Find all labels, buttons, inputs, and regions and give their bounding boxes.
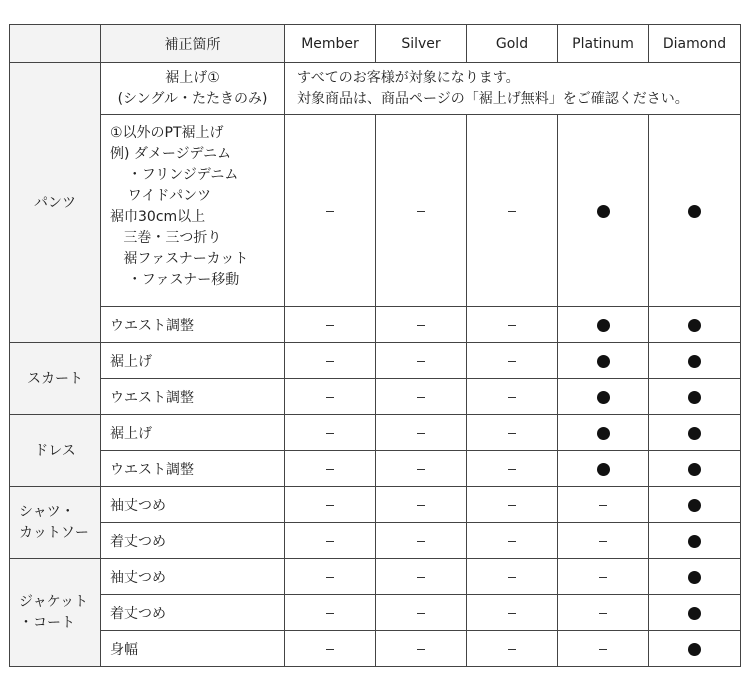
dash-icon [599, 541, 607, 542]
category-shirt-line1: シャツ・ [19, 503, 75, 520]
item-jacket-sleeve: 袖丈つめ [101, 559, 285, 595]
category-shirt [10, 487, 101, 559]
mark-cell [467, 343, 558, 379]
category-dress: ドレス [10, 415, 101, 487]
dash-icon [326, 469, 334, 470]
dash-icon [508, 505, 516, 506]
dash-icon [508, 649, 516, 650]
category-jacket [10, 559, 101, 667]
dash-icon [417, 469, 425, 470]
pt-line: 三巻・三つ折り [110, 230, 222, 246]
mark-cell [285, 487, 376, 523]
filled-circle-icon [688, 205, 701, 218]
mark-cell [376, 595, 467, 631]
header-blank [10, 25, 101, 63]
mark-cell [285, 379, 376, 415]
dash-icon [508, 541, 516, 542]
mark-cell [649, 379, 741, 415]
item-hem1 [101, 63, 285, 115]
note-line2: 対象商品は、商品ページの「裾上げ無料」をご確認ください。 [297, 90, 689, 107]
filled-circle-icon [597, 391, 610, 404]
mark-cell [467, 559, 558, 595]
mark-cell [649, 115, 741, 307]
header-gold: Gold [467, 25, 558, 63]
dash-icon [508, 397, 516, 398]
dash-icon [508, 613, 516, 614]
mark-cell [558, 343, 649, 379]
mark-cell [649, 523, 741, 559]
mark-cell [467, 523, 558, 559]
filled-circle-icon [688, 463, 701, 476]
mark-cell [558, 595, 649, 631]
mark-cell [649, 343, 741, 379]
free-hem-note [285, 63, 741, 115]
table-row [10, 379, 741, 415]
filled-circle-icon [688, 535, 701, 548]
dash-icon [417, 613, 425, 614]
mark-cell [558, 307, 649, 343]
category-jacket-line1: ジャケット [19, 593, 89, 610]
mark-cell [376, 451, 467, 487]
item-jacket-length: 着丈つめ [101, 595, 285, 631]
mark-cell [285, 115, 376, 307]
dash-icon [599, 505, 607, 506]
dash-icon [326, 541, 334, 542]
dash-icon [417, 649, 425, 650]
dash-icon [326, 577, 334, 578]
mark-cell [376, 115, 467, 307]
filled-circle-icon [597, 463, 610, 476]
mark-cell [558, 379, 649, 415]
mark-cell [467, 415, 558, 451]
table-row [10, 307, 741, 343]
item-pt-other [101, 115, 285, 307]
mark-cell [285, 451, 376, 487]
dash-icon [326, 505, 334, 506]
item-hem1-line1: 裾上げ① [165, 69, 220, 86]
mark-cell [285, 307, 376, 343]
dash-icon [326, 325, 334, 326]
table-row [10, 415, 741, 451]
filled-circle-icon [688, 427, 701, 440]
dash-icon [326, 397, 334, 398]
mark-cell [376, 523, 467, 559]
mark-cell [285, 631, 376, 667]
category-pants: パンツ [10, 63, 101, 343]
mark-cell [467, 487, 558, 523]
mark-cell [649, 307, 741, 343]
mark-cell [467, 631, 558, 667]
dash-icon [417, 361, 425, 362]
dash-icon [326, 433, 334, 434]
item-pants-waist: ウエスト調整 [101, 307, 285, 343]
mark-cell [467, 115, 558, 307]
filled-circle-icon [597, 427, 610, 440]
dash-icon [326, 361, 334, 362]
item-skirt-hem: 裾上げ [101, 343, 285, 379]
item-jacket-width: 身幅 [101, 631, 285, 667]
header-location: 補正箇所 [101, 25, 285, 63]
dash-icon [599, 577, 607, 578]
dash-icon [417, 505, 425, 506]
mark-cell [558, 631, 649, 667]
header-platinum: Platinum [558, 25, 649, 63]
mark-cell [376, 559, 467, 595]
item-hem1-line2: (シングル・たたきのみ) [117, 90, 268, 107]
mark-cell [558, 487, 649, 523]
dash-icon [326, 649, 334, 650]
mark-cell [467, 379, 558, 415]
table-row [10, 559, 741, 595]
mark-cell [467, 307, 558, 343]
dash-icon [417, 541, 425, 542]
mark-cell [376, 343, 467, 379]
mark-cell [285, 595, 376, 631]
mark-cell [376, 379, 467, 415]
mark-cell [649, 559, 741, 595]
table-row [10, 451, 741, 487]
alteration-table [9, 24, 741, 667]
mark-cell [649, 415, 741, 451]
pt-line: ・フリンジデニム [110, 167, 239, 183]
dash-icon [326, 613, 334, 614]
item-dress-waist: ウエスト調整 [101, 451, 285, 487]
filled-circle-icon [597, 205, 610, 218]
mark-cell [376, 415, 467, 451]
table-row [10, 595, 741, 631]
mark-cell [558, 523, 649, 559]
filled-circle-icon [688, 355, 701, 368]
table-row [10, 631, 741, 667]
table-row [10, 343, 741, 379]
mark-cell [285, 523, 376, 559]
mark-cell [649, 451, 741, 487]
header-member: Member [285, 25, 376, 63]
dash-icon [417, 577, 425, 578]
mark-cell [376, 487, 467, 523]
dash-icon [417, 397, 425, 398]
dash-icon [326, 211, 334, 212]
mark-cell [649, 595, 741, 631]
dash-icon [599, 649, 607, 650]
dash-icon [508, 469, 516, 470]
pt-line: 裾巾30cm以上 [110, 209, 206, 225]
category-skirt: スカート [10, 343, 101, 415]
mark-cell [649, 631, 741, 667]
note-line1: すべてのお客様が対象になります。 [297, 69, 520, 86]
category-jacket-line2: ・コート [19, 614, 75, 631]
dash-icon [508, 211, 516, 212]
filled-circle-icon [688, 319, 701, 332]
dash-icon [417, 433, 425, 434]
mark-cell [558, 559, 649, 595]
mark-cell [558, 415, 649, 451]
dash-icon [599, 613, 607, 614]
mark-cell [467, 451, 558, 487]
dash-icon [508, 433, 516, 434]
header-silver: Silver [376, 25, 467, 63]
filled-circle-icon [688, 391, 701, 404]
table-row [10, 523, 741, 559]
mark-cell [558, 115, 649, 307]
category-shirt-line2: カットソー [19, 524, 89, 541]
dash-icon [508, 361, 516, 362]
dash-icon [417, 325, 425, 326]
mark-cell [285, 559, 376, 595]
dash-icon [508, 577, 516, 578]
header-diamond: Diamond [649, 25, 741, 63]
table-row [10, 115, 741, 307]
mark-cell [285, 343, 376, 379]
item-shirt-sleeve: 袖丈つめ [101, 487, 285, 523]
header-row [10, 25, 741, 63]
filled-circle-icon [688, 607, 701, 620]
filled-circle-icon [597, 355, 610, 368]
mark-cell [376, 307, 467, 343]
filled-circle-icon [688, 499, 701, 512]
mark-cell [467, 595, 558, 631]
dash-icon [508, 325, 516, 326]
item-shirt-length: 着丈つめ [101, 523, 285, 559]
pt-line: 裾ファスナーカット [110, 251, 249, 267]
table-row [10, 63, 741, 115]
mark-cell [649, 487, 741, 523]
item-skirt-waist: ウエスト調整 [101, 379, 285, 415]
pt-line: 例) ダメージデニム [110, 146, 232, 162]
pt-line: ワイドパンツ [110, 188, 212, 204]
pt-line: ・ファスナー移動 [110, 272, 240, 288]
table-row [10, 487, 741, 523]
mark-cell [285, 415, 376, 451]
dash-icon [417, 211, 425, 212]
item-dress-hem: 裾上げ [101, 415, 285, 451]
mark-cell [376, 631, 467, 667]
filled-circle-icon [688, 643, 701, 656]
filled-circle-icon [597, 319, 610, 332]
pt-line: ①以外のPT裾上げ [110, 125, 224, 141]
filled-circle-icon [688, 571, 701, 584]
mark-cell [558, 451, 649, 487]
